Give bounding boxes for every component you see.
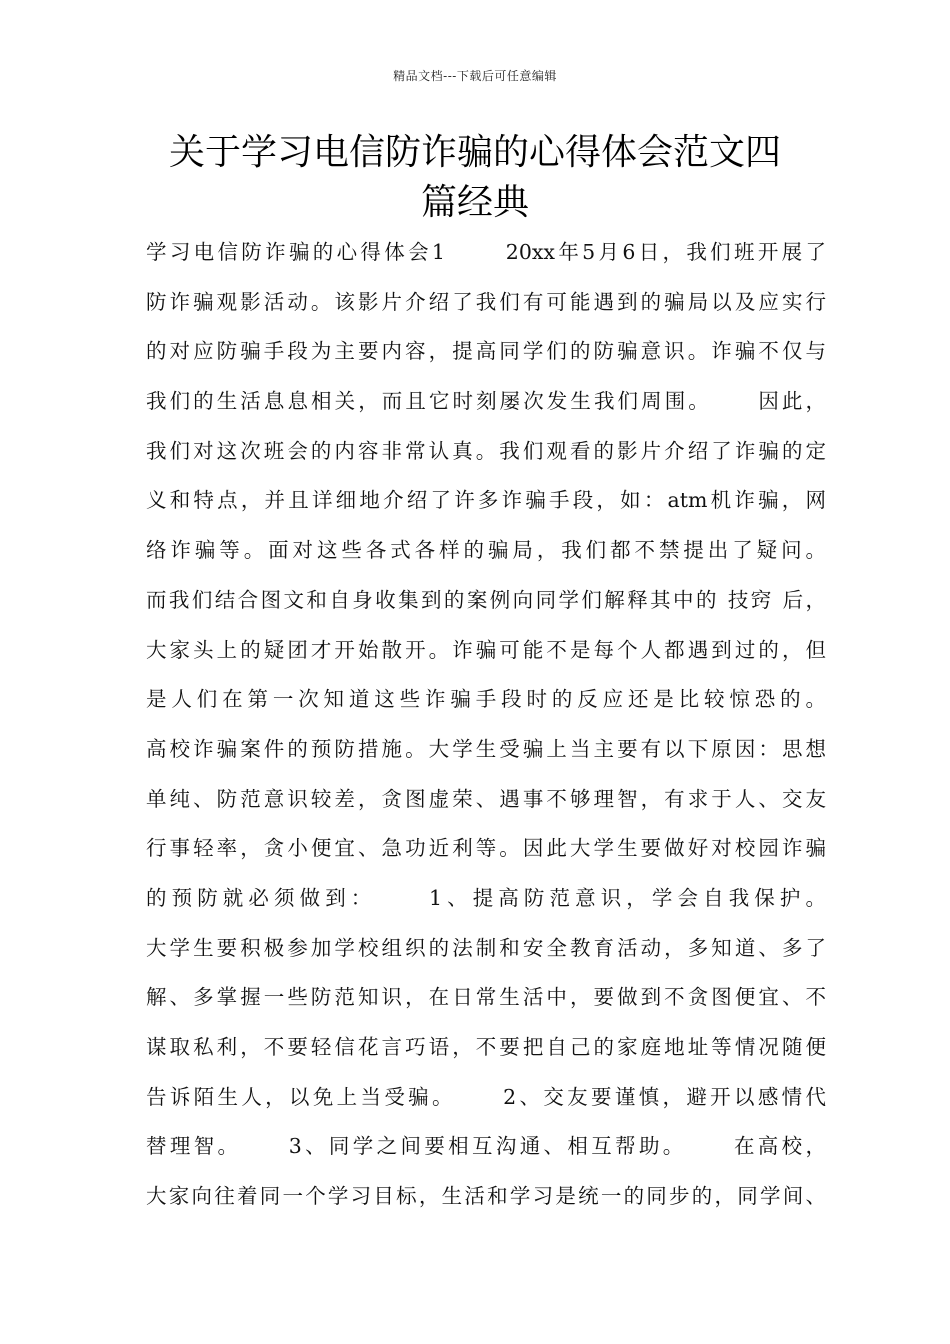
body-line: 单纯、防范意识较差，贪图虚荣、遇事不够理智，有求于人、交友 [146,786,826,811]
body-line: 替理智。 3、同学之间要相互沟通、相互帮助。 在高校， [146,1134,826,1159]
body-text [146,228,826,1222]
body-line: 谋取私利，不要轻信花言巧语，不要把自己的家庭地址等情况随便 [146,1035,826,1059]
body-line: 义和特点，并且详细地介绍了许多诈骗手段，如：atm机诈骗，网 [146,488,826,513]
body-line: 我们的生活息息相关，而且它时刻屡次发生我们周围。 因此， [146,389,826,414]
body-line: 的预防就必须做到： 1、提高防范意识，学会自我保护。 [146,885,826,910]
body-line: 大家头上的疑团才开始散开。诈骗可能不是每个人都遇到过的，但 [146,637,826,662]
header-note: 精品文档---下载后可任意编辑 [393,69,557,83]
title-line: 关于学习电信防诈骗的心得体会范文四 [168,132,781,173]
body-line: 而我们结合图文和自身收集到的案例向同学们解释其中的 技窍 后， [146,587,826,612]
body-line: 高校诈骗案件的预防措施。大学生受骗上当主要有以下原因：思想 [146,736,826,761]
title-line: 篇经典 [420,182,529,223]
body-line: 是人们在第一次知道这些诈骗手段时的反应还是比较惊恐的。 [146,687,826,712]
body-line: 告诉陌生人，以免上当受骗。 2、交友要谨慎，避开以感情代 [146,1084,826,1109]
body-line: 大家向往着同一个学习目标，生活和学习是统一的同步的，同学间、 [146,1184,826,1209]
body-line: 防诈骗观影活动。该影片介绍了我们有可能遇到的骗局以及应实行 [146,289,826,314]
body-line: 我们对这次班会的内容非常认真。我们观看的影片介绍了诈骗的定 [146,438,826,463]
body-line: 学习电信防诈骗的心得体会1 20xx年5月6日，我们班开展了 [146,240,826,264]
body-line: 的对应防骗手段为主要内容，提高同学们的防骗意识。诈骗不仅与 [146,339,826,364]
document-title [100,128,850,228]
body-line: 络诈骗等。面对这些各式各样的骗局，我们都不禁提出了疑问。 [146,538,826,563]
body-line: 解、多掌握一些防范知识，在日常生活中，要做到不贪图便宜、不 [146,985,826,1010]
body-line: 大学生要积极参加学校组织的法制和安全教育活动，多知道、多了 [146,935,826,960]
body-line: 行事轻率，贪小便宜、急功近利等。因此大学生要做好对校园诈骗 [146,836,826,861]
